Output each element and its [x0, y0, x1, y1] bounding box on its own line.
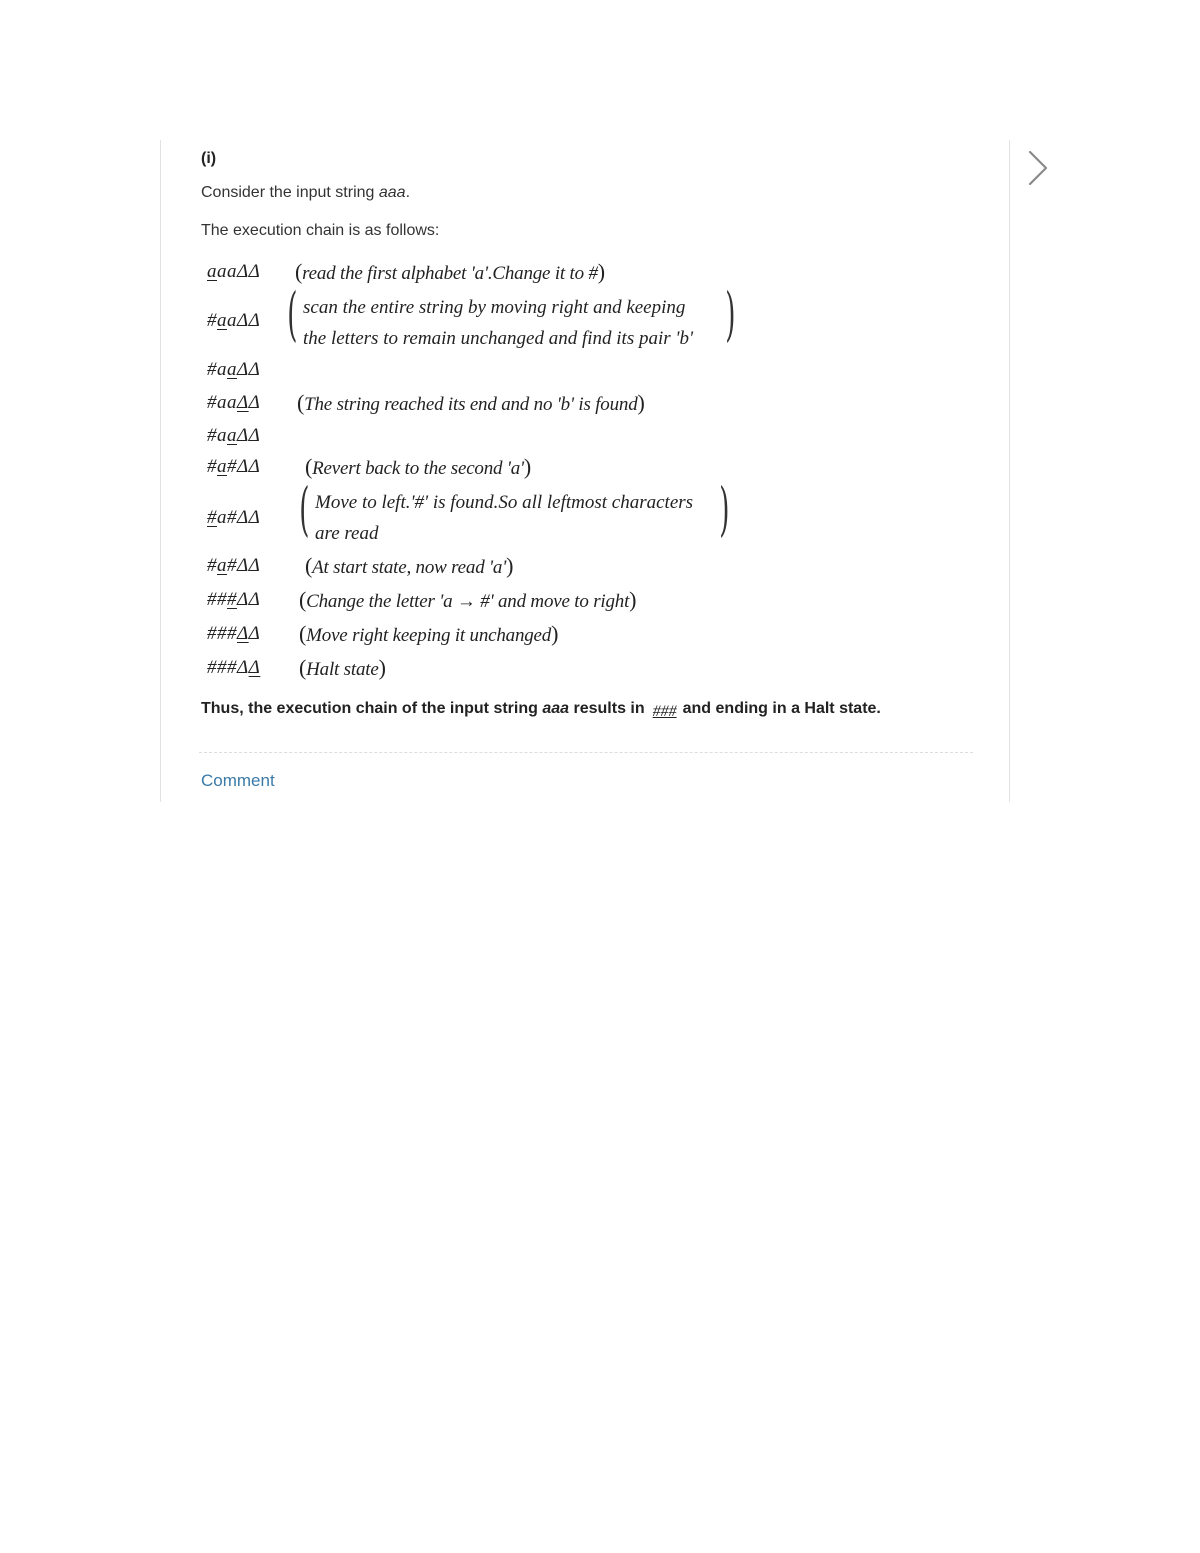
- tape-configuration: ###ΔΔ: [207, 589, 261, 610]
- tape-configuration: ###ΔΔ: [207, 623, 261, 644]
- tape-configuration: #aaΔΔ: [207, 425, 261, 446]
- step-note: (The string reached its end and no 'b' is found): [297, 390, 645, 415]
- chain-step: [207, 454, 532, 479]
- step-note: (At start state, now read 'a'): [305, 553, 514, 578]
- part-label: (i): [201, 150, 217, 167]
- tape-configuration: #a#ΔΔ: [207, 555, 261, 576]
- step-note: scan the entire string by moving right and keeping the letters to remain unchanged and find its pair 'b': [303, 297, 694, 349]
- step-note-multiline: ( scan the entire string by moving right and keeping the letters to remain unchanged and find its pair 'b' ): [295, 292, 745, 356]
- tape-configuration: #aaΔΔ: [207, 392, 261, 413]
- chain-step: [207, 390, 645, 415]
- chain-step: [207, 655, 386, 680]
- chain-step: [207, 259, 605, 284]
- chain-step: [207, 587, 637, 612]
- tape-configuration: aaaΔΔ: [207, 261, 261, 282]
- intro-text: [201, 184, 410, 202]
- tape-configuration: #aaΔΔ: [207, 310, 261, 331]
- chain-step: [207, 359, 260, 381]
- intro-suffix: .: [405, 184, 411, 201]
- chain-step: [207, 310, 260, 332]
- conclusion-string: aaa: [542, 700, 570, 717]
- conclusion-text: Thus, the execution chain of the input string aaa results in ### and ending in a Halt state.: [201, 700, 881, 720]
- chain-step: [207, 621, 559, 646]
- intro-string: aaa: [378, 184, 406, 201]
- solution-panel: [160, 140, 1010, 802]
- step-note: (Change the letter 'a → #' and move to right): [299, 587, 637, 612]
- tape-configuration: #a#ΔΔ: [207, 507, 261, 528]
- step-note: (Halt state): [299, 655, 386, 680]
- next-button[interactable]: [1020, 146, 1060, 190]
- step-note-multiline: ( Move to left.'#' is found.So all leftmost characters are read ): [307, 487, 737, 551]
- step-note: Move to left.'#' is found.So all leftmost characters are read: [315, 492, 694, 544]
- step-note: (Move right keeping it unchanged): [299, 621, 559, 646]
- intro-prefix: Consider the input string: [201, 184, 379, 201]
- comment-link[interactable]: Comment: [201, 771, 275, 790]
- tape-configuration: ###ΔΔ: [207, 657, 261, 678]
- chevron-right-icon: [1020, 177, 1060, 194]
- divider: [199, 752, 973, 753]
- step-note: (read the first alphabet 'a'.Change it to #): [295, 259, 605, 284]
- chain-step: [207, 507, 260, 529]
- chain-intro: The execution chain is as follows:: [201, 222, 440, 239]
- chain-step: [207, 553, 514, 578]
- chain-step: [207, 425, 260, 447]
- tape-configuration: #a#ΔΔ: [207, 456, 261, 477]
- tape-configuration: #aaΔΔ: [207, 359, 261, 380]
- step-note: (Revert back to the second 'a'): [305, 454, 532, 479]
- conclusion-result: ###: [652, 703, 677, 720]
